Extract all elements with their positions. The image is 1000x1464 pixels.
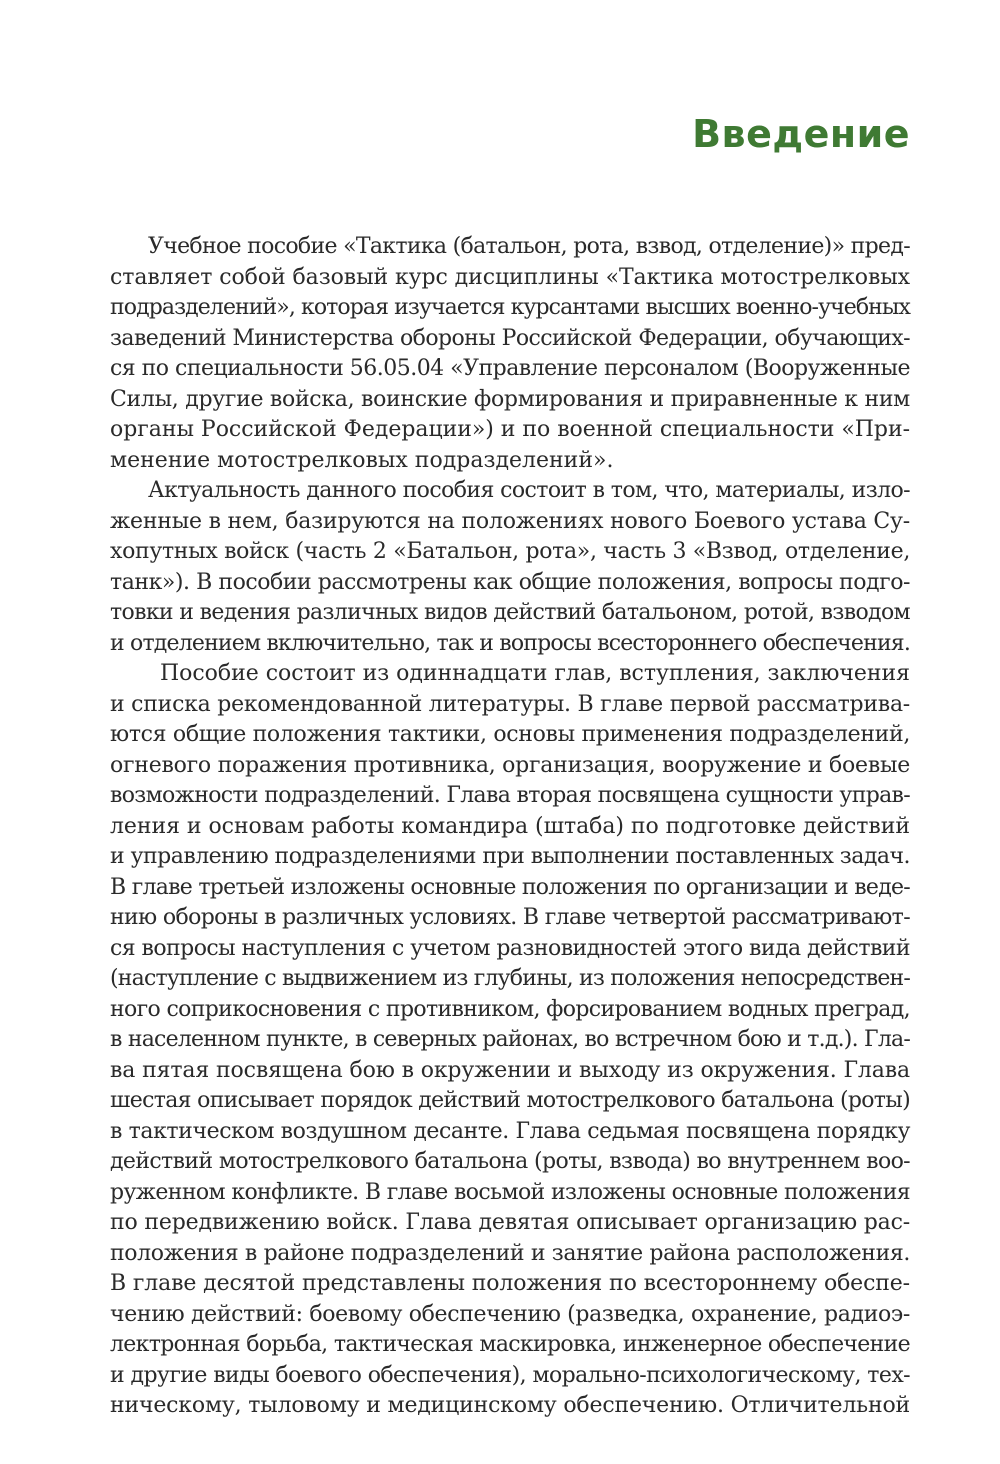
page-title: Введение: [692, 112, 910, 156]
body-text: [110, 232, 910, 1422]
text-line: шестая описывает порядок действий мотострелкового батальона (роты): [110, 1088, 910, 1113]
text-line: лектронная борьба, тактическая маскировка, инженерное обеспечение: [110, 1332, 911, 1357]
text-line: Силы, другие войска, воинские формирования и приравненные к ним: [110, 386, 910, 412]
text-line: ления и основам работы командира (штаба) по подготовке действий: [110, 813, 911, 839]
text-line: танк»). В пособии рассмотрены как общие положения, вопросы подго-: [110, 569, 910, 595]
text-line: по передвижению войск. Глава девятая описывает организацию рас-: [110, 1210, 911, 1235]
text-line: органы Российской Федерации») и по военной специальности «При-: [110, 417, 911, 442]
text-line: ного соприкосновения с противником, форсированием водных преград,: [110, 996, 911, 1022]
text-line: ставляет собой базовый курс дисциплины «Тактика мотострелковых: [110, 264, 910, 290]
text-line: ются общие положения тактики, основы применения подразделений,: [110, 722, 911, 747]
text-line: в тактическом воздушном десанте. Глава седьмая посвящена порядку: [110, 1118, 910, 1144]
text-line: Актуальность данного пособия состоит в том, что, материалы, изло-: [148, 478, 910, 503]
text-line: положения в районе подразделений и занятие района расположения.: [110, 1240, 910, 1266]
text-line: Пособие состоит из одиннадцати глав, вступления, заключения: [160, 661, 911, 686]
text-line: и другие виды боевого обеспечения), морально-психологическому, тех-: [110, 1362, 911, 1388]
text-line: в населенном пункте, в северных районах, во встречном бою и т.д.). Гла-: [110, 1027, 911, 1052]
text-line: В главе третьей изложены основные положения по организации и веде-: [110, 874, 911, 900]
text-line: Учебное пособие «Тактика (батальон, рота, взвод, отделение)» пред-: [148, 234, 910, 259]
text-line: женные в нем, базируются на положениях нового Боевого устава Су-: [110, 508, 910, 534]
text-line: нию обороны в различных условиях. В главе четвертой рассматривают-: [110, 905, 910, 930]
text-line: ническому, тыловому и медицинскому обеспечению. Отличительной: [110, 1393, 911, 1418]
text-line: менение мотострелковых подразделений».: [110, 447, 614, 473]
text-line: и управлению подразделениями при выполнении поставленных задач.: [110, 844, 910, 869]
text-line: ся вопросы наступления с учетом разновидностей этого вида действий: [110, 935, 910, 961]
text-line: хопутных войск (часть 2 «Батальон, рота», часть 3 «Взвод, отделение,: [110, 539, 910, 564]
text-line: действий мотострелкового батальона (роты, взвода) во внутреннем воо-: [110, 1149, 910, 1174]
text-line: и отделением включительно, так и вопросы всестороннего обеспечения.: [110, 630, 911, 656]
text-line: возможности подразделений. Глава вторая посвящена сущности управ-: [110, 783, 911, 808]
text-line: (наступление с выдвижением из глубины, из положения непосредствен-: [110, 966, 911, 991]
text-line: В главе десятой представлены положения по всестороннему обеспе-: [110, 1271, 910, 1296]
text-line: заведений Министерства обороны Российской Федерации, обучающих-: [110, 325, 910, 351]
text-line: и списка рекомендованной литературы. В главе первой рассматрива-: [110, 691, 910, 717]
text-line: огневого поражения противника, организация, вооружение и боевые: [110, 752, 910, 778]
text-line: руженном конфликте. В главе восьмой изложены основные положения: [110, 1179, 910, 1205]
text-line: товки и ведения различных видов действий батальоном, ротой, взводом: [110, 600, 910, 625]
text-line: ва пятая посвящена бою в окружении и выходу из окружения. Глава: [110, 1057, 910, 1083]
text-line: подразделений», которая изучается курсантами высших военно-учебных: [110, 295, 910, 320]
text-line: ся по специальности 56.05.04 «Управление персоналом (Вооруженные: [110, 356, 910, 381]
text-line: чению действий: боевому обеспечению (разведка, охранение, радиоэ-: [110, 1301, 910, 1327]
